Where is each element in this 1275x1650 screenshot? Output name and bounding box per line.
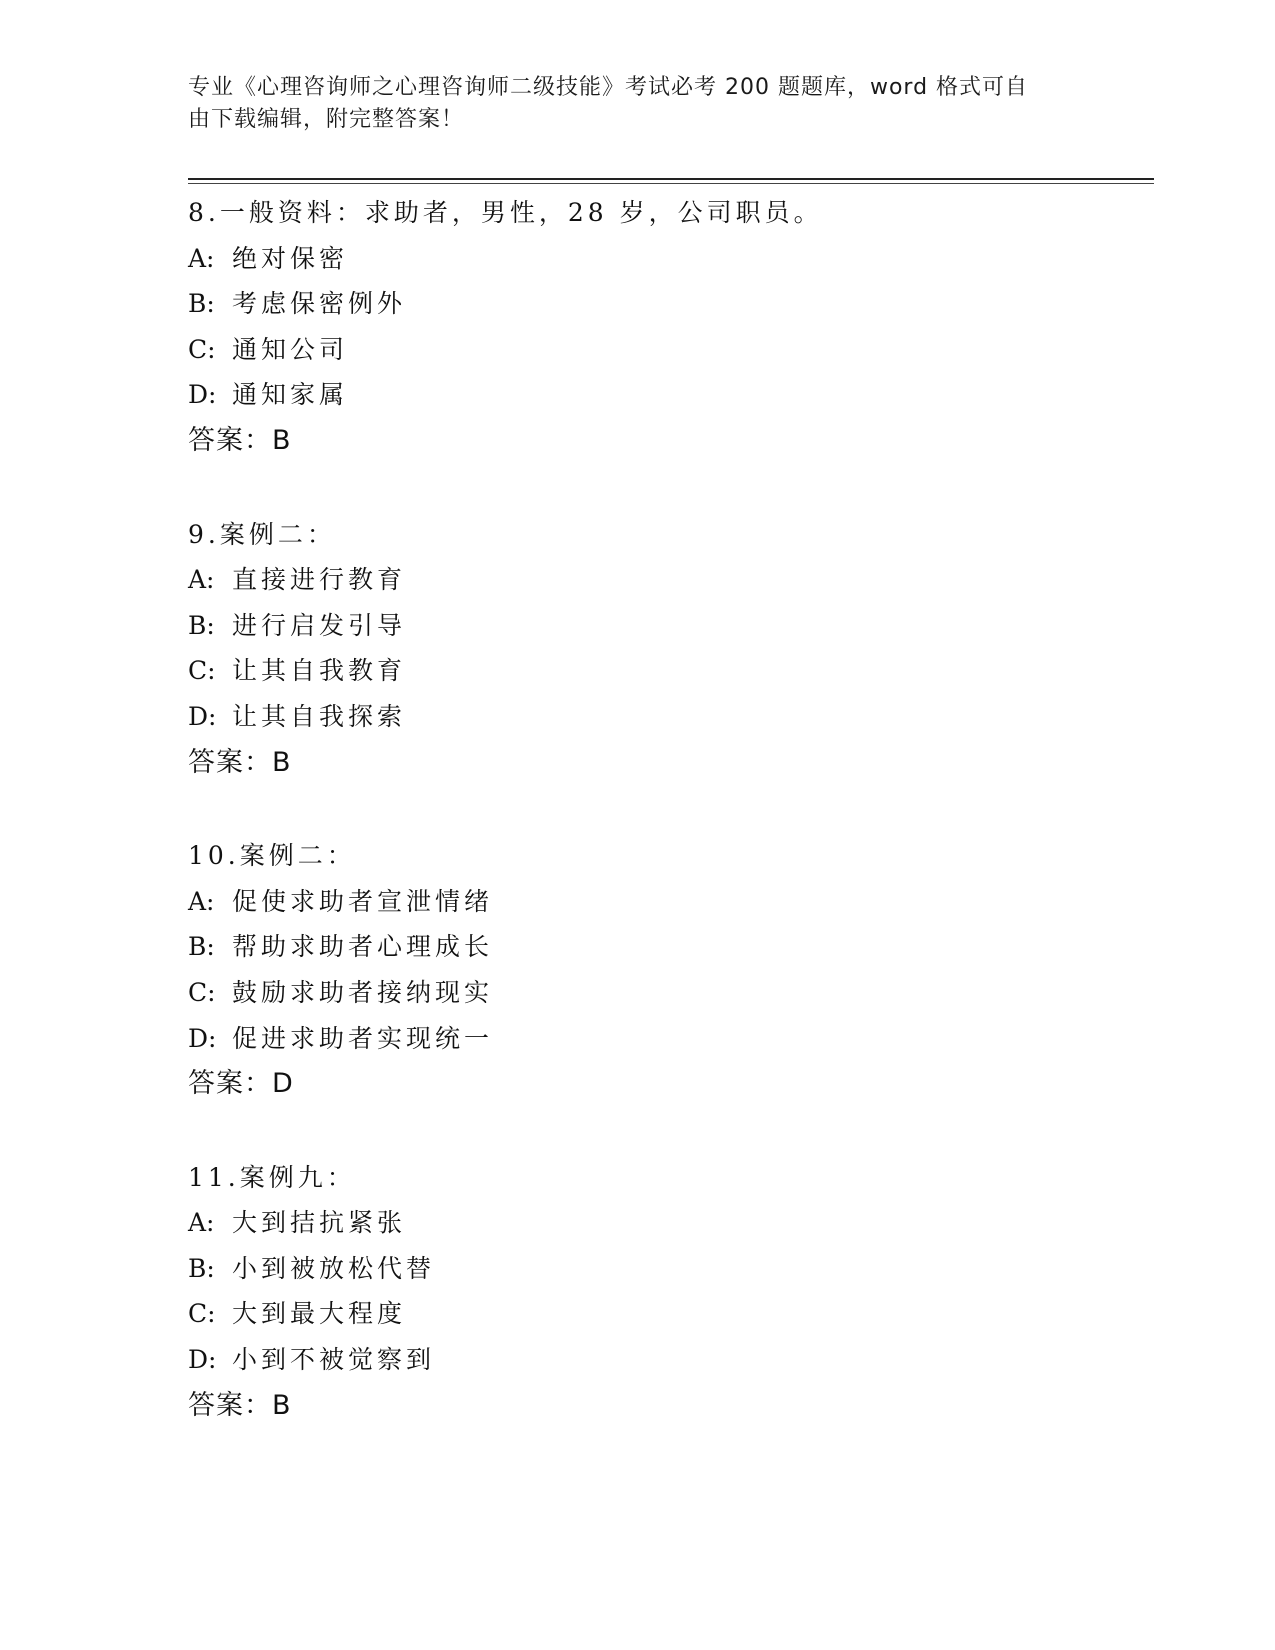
- option-letter: D:: [188, 1345, 217, 1375]
- option-text: 促使求助者宣泄情绪: [232, 886, 494, 916]
- header-line-2: 由下载编辑，附完整答案！: [188, 107, 465, 132]
- option-b: [188, 281, 1148, 327]
- answer-line: 答案：B: [188, 424, 292, 456]
- option-c: [188, 1291, 1148, 1337]
- option-text: 考虑保密例外: [232, 289, 407, 319]
- answer-line: 答案：D: [188, 1068, 294, 1100]
- option-letter: D:: [188, 701, 217, 731]
- option-text: 鼓励求助者接纳现实: [232, 977, 494, 1007]
- option-c: [188, 648, 1148, 694]
- option-letter: A:: [188, 1208, 215, 1238]
- question-list: [188, 190, 1148, 1476]
- document-header: [188, 72, 1068, 136]
- question-stem: 9.案例二：: [188, 519, 336, 549]
- option-text: 大到最大程度: [232, 1299, 407, 1329]
- option-letter: C:: [188, 656, 216, 686]
- option-text: 帮助求助者心理成长: [232, 932, 494, 962]
- option-a: [188, 879, 1148, 925]
- answer-line: 答案：B: [188, 1389, 292, 1421]
- option-a: [188, 236, 1148, 282]
- option-text: 小到不被觉察到: [232, 1345, 436, 1375]
- header-line-1: 专业《心理咨询师之心理咨询师二级技能》考试必考 200 题题库，word 格式可自: [188, 75, 1029, 100]
- option-d: [188, 1016, 1148, 1062]
- option-c: [188, 970, 1148, 1016]
- option-letter: C:: [188, 977, 216, 1007]
- option-letter: B:: [188, 1253, 215, 1283]
- question-11: [188, 1155, 1148, 1429]
- option-text: 大到拮抗紧张: [232, 1208, 407, 1238]
- header-divider-thick: [188, 178, 1154, 180]
- option-a: [188, 557, 1148, 603]
- option-d: [188, 372, 1148, 418]
- option-letter: B:: [188, 932, 215, 962]
- option-b: [188, 1246, 1148, 1292]
- option-text: 直接进行教育: [232, 565, 407, 595]
- option-b: [188, 924, 1148, 970]
- header-divider-thin: [188, 183, 1154, 184]
- question-stem: 8.一般资料：求助者，男性，28 岁，公司职员。: [188, 198, 823, 227]
- option-text: 让其自我教育: [232, 656, 407, 686]
- option-text: 让其自我探索: [232, 701, 407, 731]
- question-stem: 11.案例九：: [188, 1162, 356, 1192]
- question-10: [188, 833, 1148, 1107]
- option-text: 绝对保密: [232, 243, 349, 273]
- option-text: 进行启发引导: [232, 610, 407, 640]
- option-letter: A:: [188, 243, 215, 273]
- option-c: [188, 327, 1148, 373]
- question-8: [188, 190, 1148, 464]
- option-letter: A:: [188, 886, 215, 916]
- question-stem: 10.案例二：: [188, 841, 356, 871]
- option-letter: B:: [188, 610, 215, 640]
- answer-line: 答案：B: [188, 746, 292, 778]
- option-letter: B:: [188, 289, 215, 319]
- option-letter: D:: [188, 380, 217, 410]
- question-9: [188, 512, 1148, 786]
- option-a: [188, 1200, 1148, 1246]
- option-b: [188, 603, 1148, 649]
- option-d: [188, 1337, 1148, 1383]
- option-letter: A:: [188, 565, 215, 595]
- option-letter: D:: [188, 1023, 217, 1053]
- option-text: 小到被放松代替: [232, 1253, 436, 1283]
- option-d: [188, 694, 1148, 740]
- option-letter: C:: [188, 334, 216, 364]
- option-text: 通知公司: [232, 334, 349, 364]
- option-text: 通知家属: [232, 380, 349, 410]
- option-letter: C:: [188, 1299, 216, 1329]
- option-text: 促进求助者实现统一: [232, 1023, 494, 1053]
